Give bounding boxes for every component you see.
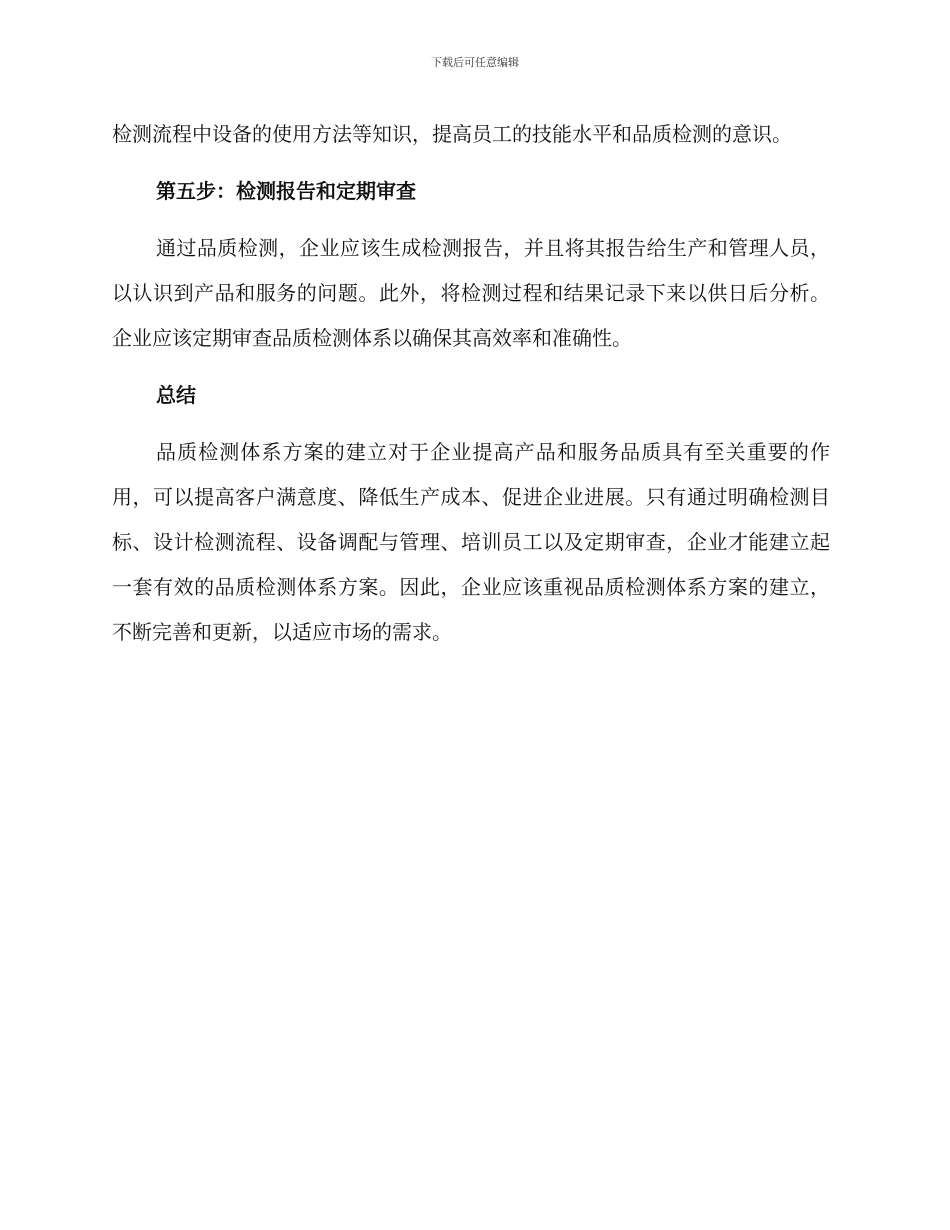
paragraph-continued: 检测流程中设备的使用方法等知识，提高员工的技能水平和品质检测的意识。	[112, 122, 792, 146]
paragraph-summary: 品质检测体系方案的建立对于企业提高产品和服务品质具有至关重要的作用，可以提高客户满意度、降低生产成本、促进企业进展。只有通过明确检测目标、设计检测流程、设备调配与管理、培训员工以及定期审查，企业才能建立起一套有效的品质检测体系方案。因此，企业应该重视品质检测体系方案的建立，不断完善和更新，以适应市场的需求。	[112, 440, 830, 644]
page-header: 下载后可任意编辑	[431, 56, 519, 69]
section-heading-summary: 总结	[156, 383, 196, 407]
paragraph-report-review: 通过品质检测，企业应该生成检测报告，并且将其报告给生产和管理人员，以认识到产品和服务的问题。此外，将检测过程和结果记录下来以供日后分析。企业应该定期审查品质检测体系以确保其高效率和准确性。	[112, 236, 830, 350]
document-body	[112, 112, 830, 655]
section-heading-step-five: 第五步：检测报告和定期审查	[156, 179, 416, 203]
